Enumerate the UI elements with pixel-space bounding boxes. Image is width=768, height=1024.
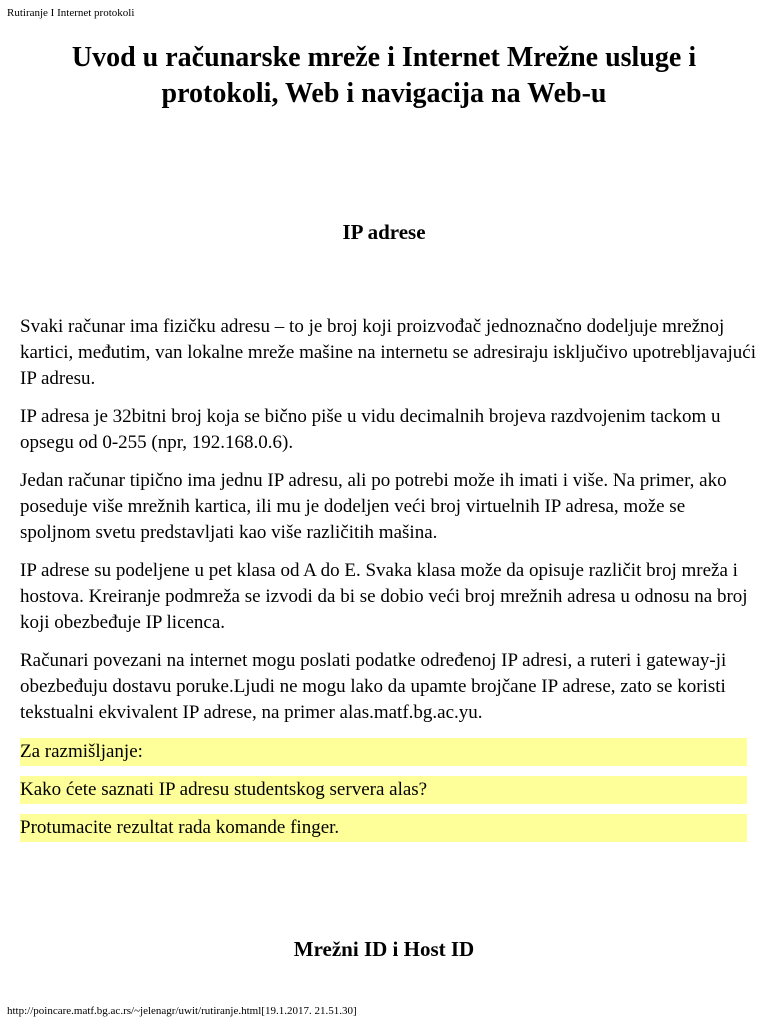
paragraph: IP adrese su podeljene u pet klasa od A do E. Svaka klasa može da opisuje različit broj mreža i hostova. Kreiranje podmreža se izvodi da bi se dobio veći broj mrežnih adresa u odnosu na broj koji obezbeđuje IP licenca. (20, 560, 748, 633)
document-body (20, 314, 758, 852)
highlight-question: Kako ćete saznati IP adresu studentskog servera alas? (20, 776, 747, 804)
running-header: Rutiranje I Internet protokoli (7, 7, 135, 19)
document-title: Uvod u računarske mreže i Internet Mrežne usluge i protokoli, Web i navigacija na Web-u (71, 42, 697, 109)
highlight-question: Protumacite rezultat rada komande finger. (20, 814, 747, 842)
section-heading-ip-adrese: IP adrese (342, 220, 426, 244)
paragraph: Računari povezani na internet mogu poslati podatke određenoj IP adresi, a ruteri i gateway-ji obezbeđuju dostavu poruke.Ljudi ne mogu lako da upamte brojčane IP adrese, zato se koristi tekstualni ekvivalent IP adrese, na primer alas.matf.bg.ac.yu. (20, 650, 727, 723)
paragraph: Jedan računar tipično ima jednu IP adresu, ali po potrebi može ih imati i više. Na primer, ako poseduje više mrežnih kartica, ili mu je dodeljen veći broj virtuelnih IP adresa, može se spoljnom svetu predstavljati kao više različitih mašina. (20, 470, 727, 543)
paragraph: IP adresa je 32bitni broj koja se bično piše u vidu decimalnih brojeva razdvojenim tackom u opsegu od 0-255 (npr, 192.168.0.6). (20, 406, 721, 453)
page-footer-url: http://poincare.matf.bg.ac.rs/~jelenagr/uwit/rutiranje.html[19.1.2017. 21.51.30] (7, 1005, 357, 1017)
paragraph: Svaki računar ima fizičku adresu – to je broj koji proizvođač jednoznačno dodeljuje mrežnoj kartici, međutim, van lokalne mreže mašine na internetu se adresiraju isključivo upotrebljavajući IP adresu. (20, 316, 756, 389)
section-heading-mrezni-id: Mrežni ID i Host ID (293, 937, 475, 961)
highlight-note-label: Za razmišljanje: (20, 738, 747, 766)
